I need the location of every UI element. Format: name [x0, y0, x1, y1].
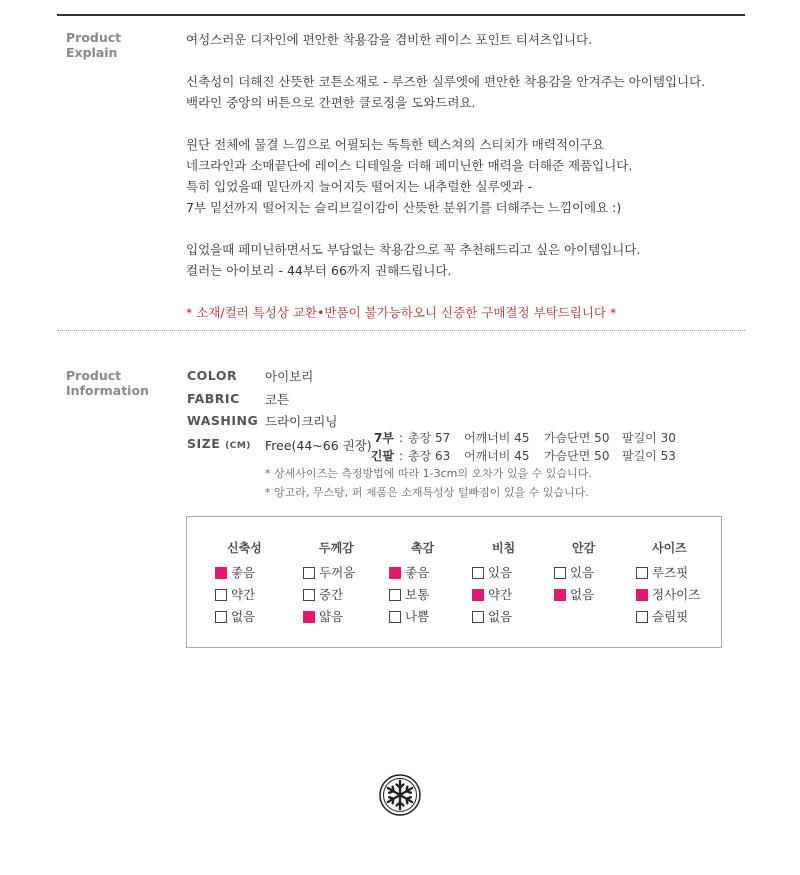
washing-value: 드라이크리닝 [265, 414, 338, 429]
checked-box-icon [389, 567, 401, 579]
explain-line [186, 50, 746, 71]
label-line: Product [66, 368, 122, 383]
unchecked-box-icon [215, 611, 227, 623]
explain-line: 백라인 중앙의 버튼으로 간편한 클로징을 도와드려요. [186, 95, 476, 110]
attribute-title: 두께감 [319, 541, 354, 555]
attribute-option [215, 609, 255, 625]
checked-box-icon [636, 589, 648, 601]
attribute-option-label: 슬림핏 [652, 609, 689, 624]
unchecked-box-icon [554, 567, 566, 579]
fabric-value: 코튼 [265, 392, 290, 407]
explain-line [186, 113, 746, 134]
size-row-name: 긴팔 [370, 449, 394, 463]
attribute-option-label: 정사이즈 [652, 587, 701, 602]
explain-line: 신축성이 더해진 산뜻한 코튼소재로 - 루즈한 실루엣에 편안한 착용감을 안겨주는 아이템입니다. [186, 74, 706, 89]
attribute-option [472, 609, 512, 625]
label-line: Product [66, 30, 122, 45]
attribute-option [303, 609, 343, 625]
attribute-option [472, 587, 512, 603]
attribute-option-label: 약간 [231, 587, 256, 602]
top-divider [57, 14, 745, 16]
size-shoulder: 어깨너비 45 [464, 431, 530, 445]
attribute-option-label: 없음 [570, 587, 595, 602]
attribute-title: 안감 [572, 541, 596, 555]
size-row-name: 7부 [374, 431, 394, 445]
product-explain-label [66, 30, 121, 60]
attribute-option [636, 565, 688, 581]
explain-line: 7부 밑선까지 떨어지는 슬리브길이감이 산뜻한 분위기를 더해주는 느낌이에요 :) [186, 200, 622, 215]
washing-key: WASHING [187, 413, 259, 428]
unchecked-box-icon [389, 589, 401, 601]
attribute-option [389, 609, 429, 625]
fabric-key: FABRIC [187, 391, 240, 406]
attribute-option-label: 있음 [488, 565, 513, 580]
attribute-option-label: 약간 [488, 587, 513, 602]
label-line: Explain [66, 45, 118, 60]
attribute-title: 신축성 [227, 541, 262, 555]
explain-line: 여성스러운 디자인에 편안한 착용감을 겸비한 레이스 포인트 티셔츠입니다. [186, 32, 593, 47]
attribute-option-label: 없음 [488, 609, 513, 624]
fabric-note: * 앙고라, 무스탕, 퍼 제품은 소재특성상 털빠짐이 있을 수 있습니다. [265, 486, 589, 499]
attribute-title: 사이즈 [652, 541, 687, 555]
product-information-label [66, 368, 149, 398]
unchecked-box-icon [303, 567, 315, 579]
size-chest: 가슴단면 50 [544, 449, 610, 463]
attribute-option [554, 587, 594, 603]
attribute-option [303, 565, 355, 581]
attribute-option [389, 587, 429, 603]
attribute-option-label: 보통 [405, 587, 430, 602]
attribute-title: 촉감 [411, 541, 435, 555]
attribute-option [554, 565, 594, 581]
checked-box-icon [215, 567, 227, 579]
product-explain-text [186, 29, 746, 323]
attribute-option-label: 좋음 [231, 565, 256, 580]
attribute-option-label: 좋음 [405, 565, 430, 580]
attribute-title: 비침 [492, 541, 516, 555]
checked-box-icon [554, 589, 566, 601]
size-row-7bu: 7부 : 총장 57 어깨너비 45 가슴단면 50 팔길이 30 [366, 429, 676, 446]
attribute-option-label: 있음 [570, 565, 595, 580]
attribute-option-label: 없음 [231, 609, 256, 624]
unchecked-box-icon [215, 589, 227, 601]
size-total-length: 총장 63 [408, 449, 451, 463]
explain-line: 특히 입었을때 밑단까지 늘어지듯 떨어지는 내추럴한 실루엣과 - [186, 179, 533, 194]
explain-line: 입었을때 페미닌하면서도 부담없는 착용감으로 꼭 추천해드리고 싶은 아이템입니다. [186, 242, 641, 257]
explain-line: 컬러는 아이보리 - 44부터 66까지 권해드립니다. [186, 263, 452, 278]
attribute-option [636, 609, 688, 625]
attribute-option-label: 루즈핏 [652, 565, 689, 580]
unchecked-box-icon [303, 589, 315, 601]
unchecked-box-icon [389, 611, 401, 623]
attribute-option [215, 565, 255, 581]
section-divider [57, 330, 745, 331]
attribute-option [472, 565, 512, 581]
attribute-option [636, 587, 700, 603]
label-line: Information [66, 383, 149, 398]
size-value: Free(44~66 권장) [265, 438, 372, 453]
unchecked-box-icon [636, 567, 648, 579]
attribute-option [215, 587, 255, 603]
checked-box-icon [303, 611, 315, 623]
color-value: 아이보리 [265, 369, 314, 384]
attribute-option-label: 두꺼움 [319, 565, 356, 580]
unchecked-box-icon [472, 567, 484, 579]
size-sleeve: 팔길이 53 [622, 449, 676, 463]
explain-line: 원단 전체에 물결 느낌으로 어필되는 독특한 텍스쳐의 스티치가 매력적이구요 [186, 137, 605, 152]
attribute-option-label: 얇음 [319, 609, 344, 624]
explain-line [186, 218, 746, 239]
size-unit: (CM) [225, 441, 251, 451]
checked-box-icon [472, 589, 484, 601]
size-key [187, 436, 251, 451]
size-key-text: SIZE [187, 436, 221, 451]
size-note: * 상세사이즈는 측정방법에 따라 1-3cm의 오차가 있을 수 있습니다. [265, 467, 592, 480]
size-shoulder: 어깨너비 45 [464, 449, 530, 463]
fabric-attribute-table [186, 516, 722, 648]
notice-text: * 소재/컬러 특성상 교환•반품이 불가능하오니 신중한 구매결정 부탁드립니다 * [186, 305, 617, 320]
size-total-length: 총장 57 [408, 431, 451, 445]
attribute-option [389, 565, 429, 581]
attribute-option [303, 587, 343, 603]
explain-line [186, 281, 746, 302]
unchecked-box-icon [636, 611, 648, 623]
size-chest: 가슴단면 50 [544, 431, 610, 445]
size-row-long: 긴팔 : 총장 63 어깨너비 45 가슴단면 50 팔길이 53 [366, 447, 676, 464]
size-sleeve: 팔길이 30 [622, 431, 676, 445]
attribute-option-label: 중간 [319, 587, 344, 602]
unchecked-box-icon [472, 611, 484, 623]
color-key: COLOR [187, 368, 238, 383]
explain-line: 네크라인과 소매끝단에 레이스 디테일을 더해 페미닌한 매력을 더해준 제품입니다. [186, 158, 633, 173]
attribute-option-label: 나쁨 [405, 609, 430, 624]
snowflake-logo-icon [379, 774, 421, 816]
